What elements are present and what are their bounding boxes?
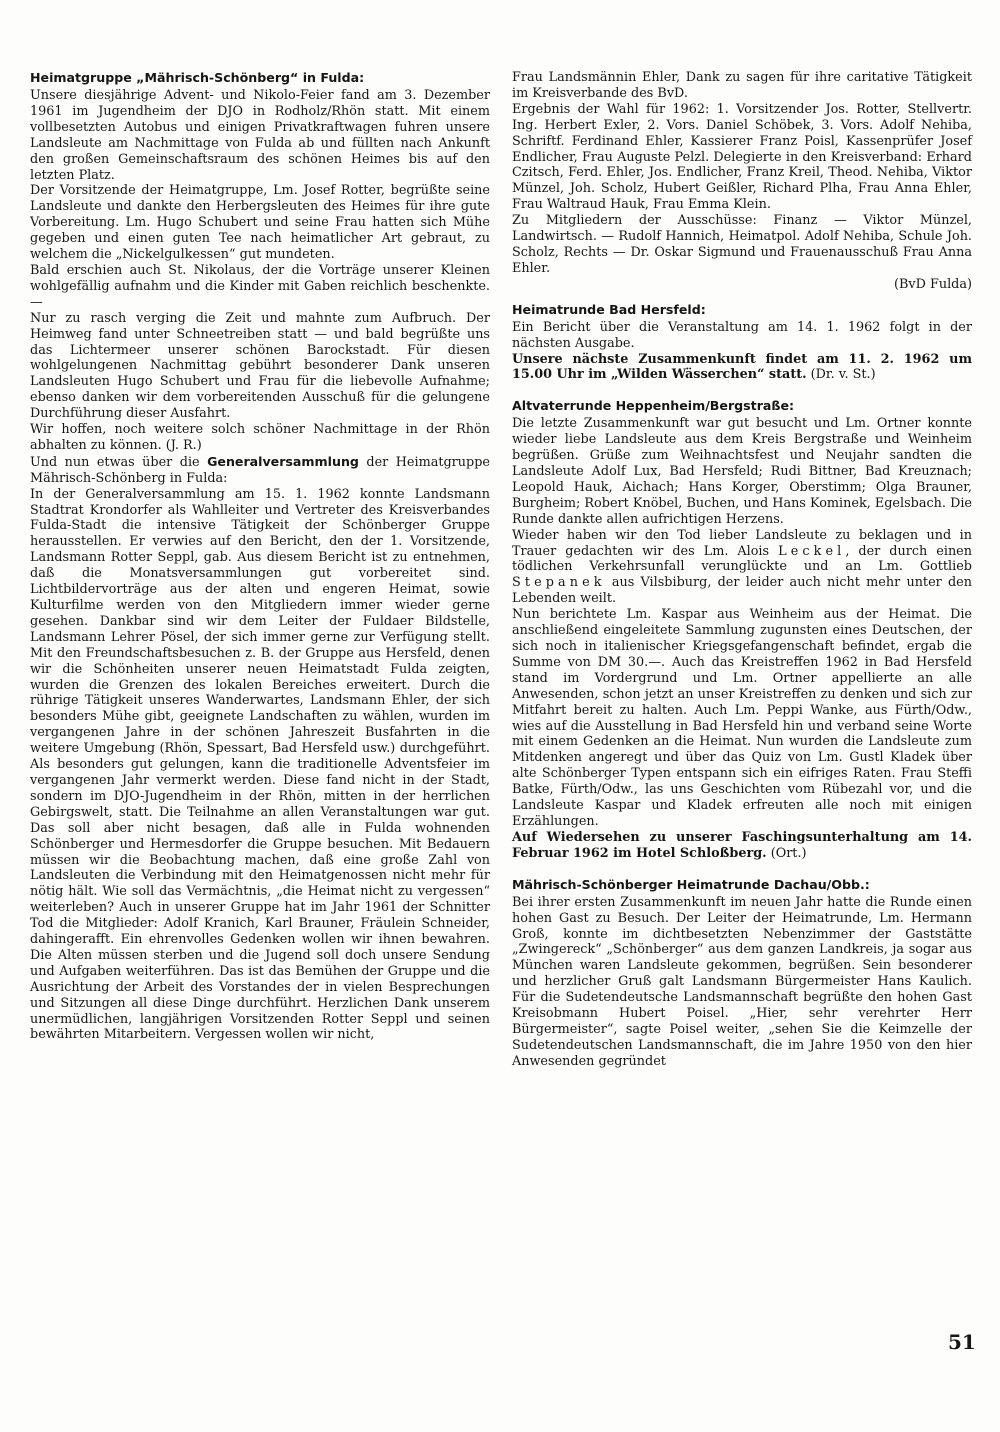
spaced-name: Stepanek — [512, 575, 606, 591]
spaced-name: Leckel — [778, 543, 846, 559]
paragraph: Ein Bericht über die Veranstaltung am 14. 1. 1962 folgt in der nächsten Ausgabe. — [512, 319, 972, 351]
announcement: Auf Wiedersehen zu unserer Faschingsunterhaltung am 14. Februar 1962 im Hotel Schloßberg. — [512, 829, 972, 861]
paragraph: Ergebnis der Wahl für 1962: 1. Vorsitzender Jos. Rotter, Stellvertr. Ing. Herbert Exler, 2. Vors. Daniel Schöbek, 3. Vors. Adolf Nehiba, Schriftf. Ferdinand Ehler, Kassierer Franz Poisl, Kassenprüfer Josef Endlicher, Frau Auguste Pelzl. Delegierte in den Kreisverband: Erhard Czitsch, Ferd. Ehler, Jos. Endlicher, Franz Kreil, Theod. Nehiba, Viktor Münzel, Joh. Scholz, Hubert Geißler, Richard Plha, Frau Anna Ehler, Frau Waltraud Hauk, Frau Emma Klein. — [512, 101, 972, 213]
left-column — [30, 70, 490, 1043]
paragraph — [30, 454, 490, 487]
inline-heading-generalversammlung: Generalversammlung — [207, 453, 359, 469]
right-column — [512, 70, 972, 1070]
signature: (Dr. v. St.) — [806, 367, 876, 383]
page-number: 51 — [948, 1330, 976, 1354]
paragraph: Bald erschien auch St. Nikolaus, der die Vorträge unserer Kleinen wohlgefällig aufnahm und die Kinder mit Gaben reichlich beschenkte. — — [30, 262, 490, 310]
paragraph: Der Vorsitzende der Heimatgruppe, Lm. Josef Rotter, begrüßte seine Landsleute und dankte den Herbergsleuten des Heimes für ihre gute Vorbereitung. Lm. Hugo Schubert und seine Frau hatten sich Mühe gegeben und einen guten Tee nach heimatlicher Art gebraut, zu welchem die „Nickelgulkessen“ gut mundeten. — [30, 183, 490, 263]
signature: (Ort.) — [766, 845, 807, 861]
paragraph: Bei ihrer ersten Zusammenkunft im neuen Jahr hatte die Runde einen hohen Gast zu Besuch. Der Leiter der Heimatrunde, Lm. Hermann Groß, konnte im dichtbesetzten Nebenzimmer der Gaststätte „Zwingereck“ „Schönberger“ aus dem ganzen Landkreis, ja sogar aus München waren Landsleute gekommen, begrüßen. Sein besonderer und herzlicher Gruß galt Landsmann Bürgermeister Hans Kaulich. Für die Sudetendeutsche Landsmannschaft begrüßte den hohen Gast Kreisobmann Hubert Poisel. „Hier, sehr verehrter Herr Bürgermeister“, sagte Poisel weiter, „sehen Sie die Keimzelle der Sudetendeutschen Landsmannschaft, die im Jahre 1950 von den hier Anwesenden gegründet — [512, 894, 972, 1069]
announcement: Unsere nächste Zusammenkunft findet am 11. 2. 1962 um 15.00 Uhr im „Wilden Wässerchen“ statt. — [512, 351, 972, 383]
text-run: der Heimatgruppe Mährisch-Schönberg in Fulda: — [30, 454, 490, 486]
paragraph: In der Generalversammlung am 15. 1. 1962 konnte Landsmann Stadtrat Krondorfer als Wahlleiter und Vertreter des Kreisverbandes Fulda-Stadt die intensive Tätigkeit der Schönberger Gruppe herausstellen. Er verwies auf den Bericht, den der 1. Vorsitzende, Landsmann Rotter Seppl, gab. Aus diesem Bericht ist zu entnehmen, daß die Monatsversammlungen gut vorbereitet sind. Lichtbildervorträge aus der alten und engeren Heimat, sowie Kulturfilme werden von den Mitgliedern immer wieder gerne gesehen. Dankbar sind wir dem Leiter der Fuldaer Bildstelle, Landsmann Lehrer Pösel, der sich immer gerne zur Verfügung stellt. Mit den Freundschaftsbesuchen z. B. der Gruppe aus Hersfeld, denen wir die Schönheiten unserer neuen Heimatstadt Fulda zeigten, wurden die Grenzen des lokalen Bereiches erweitert. Durch die rührige Tätigkeit unseres Wanderwartes, Landsmann Ehler, der sich besonders Mühe gibt, geeignete Landschaften zu wählen, wurden im vergangenen Jahre in der schönen Jahreszeit Busfahrten in die weitere Umgebung (Rhön, Spessart, Bad Hersfeld usw.) durchgeführt. Als besonders gut gelungen, kann die traditionelle Adventsfeier im vergangenen Jahr vermerkt werden. Diese fand nicht in der Stadt, sondern im DJO-Jugendheim in der Rhön, mitten in der herrlichen Gebirgswelt, statt. Die Teilnahme an allen Veranstaltungen war gut. Das soll aber nicht besagen, daß alle in Fulda wohnenden Schönberger und Hermesdorfer die Gruppe besuchen. Mit Bedauern müssen wir die Beobachtung machen, daß eine große Zahl von Landsleuten die Verbindung mit den Heimatgenossen nicht mehr für nötig hält. Wie soll das Vermächtnis, „die Heimat nicht zu vergessen“ weiterleben? Auch in unserer Gruppe hat im Jahr 1961 der Schnitter Tod die Mitglieder: Adolf Kranich, Karl Brauner, Fräulein Schneider, dahingerafft. Ein ehrenvolles Gedenken wollen wir ihnen bewahren. Die Alten müssen sterben und die Jugend soll doch unsere Sendung und Aufgaben weiterführen. Das ist das Bemühen der Gruppe und die Ausrichtung der Arbeit des Vorstandes der in vielen Besprechungen und Sitzungen all diese Dinge durchführt. Herzlichen Dank unserem unermüdlichen, langjährigen Vorsitzenden Rotter Seppl und seinen bewährten Mitarbeitern. Vergessen wollen wir nicht, — [30, 486, 490, 1043]
paragraph: Unsere diesjährige Advent- und Nikolo-Feier fand am 3. Dezember 1961 im Jugendheim der DJO in Rodholz/Rhön statt. Mit einem vollbesetzten Autobus und einigen Privatkraftwagen fuhren unsere Landsleute am Nachmittage von Fulda ab und füllten nach Ankunft den großen Gemeinschaftsraum des schönen Heimes bis auf den letzten Platz. — [30, 88, 490, 183]
paragraph — [512, 528, 972, 608]
text-run: Und nun etwas über die — [30, 454, 208, 470]
paragraph: Nur zu rasch verging die Zeit und mahnte zum Aufbruch. Der Heimweg fand unter Schneetreiben statt — und bald begrüßte uns das Lichtermeer unserer schönen Barockstadt. Für diesen wohlgelungenen Nachmittag gebührt besonderer Dank unseren Landsleuten Hugo Schubert und Frau für die liebevolle Aufnahme; ebenso danken wir dem vorbereitenden Ausschuß für die gelungene Durchführung dieser Ausfahrt. — [30, 310, 490, 422]
paragraph — [512, 352, 972, 384]
section-heading-dachau: Mährisch-Schönberger Heimatrunde Dachau/Obb.: — [512, 876, 870, 892]
text-run: aus Vilsbiburg, der leider auch nicht mehr unter den Lebenden weilt. — [512, 575, 972, 607]
paragraph: Wir hoffen, noch weitere solch schöner Nachmittage in der Rhön abhalten zu können. (J. R.) — [30, 422, 490, 453]
paragraph: Frau Landsmännin Ehler, Dank zu sagen für ihre caritative Tätigkeit im Kreisverbande des BvD. — [512, 70, 972, 101]
paragraph: Die letzte Zusammenkunft war gut besucht und Lm. Ortner konnte wieder liebe Landsleute aus dem Kreis Bergstraße und Weinheim begrüßen. Grüße zum Weihnachtsfest und Neujahr sandten die Landsleute Adolf Lux, Bad Hersfeld; Rudi Bittner, Bad Kreuznach; Leopold Hauk, Aichach; Hans Korger, Oberstimm; Olga Brauner, Burgheim; Robert Knöbel, Buchen, und Hans Kominek, Egelsbach. Die Runde dankte allen aufrichtigen Herzens. — [512, 416, 972, 527]
signature: (BvD Fulda) — [894, 276, 972, 292]
paragraph — [512, 830, 972, 862]
text-run: , der durch einen tödlichen Verkehrsunfall verunglückte und an Lm. Gottlieb — [512, 543, 972, 575]
paragraph: Nun berichtete Lm. Kaspar aus Weinheim aus der Heimat. Die anschließend eingeleitete Sammlung zugunsten eines Deutschen, der sich noch in italienischer Kriegsgefangenschaft befindet, ergab die Summe von DM 30.—. Auch das Kreistreffen 1962 in Bad Hersfeld stand im Vordergrund und Lm. Ortner appellierte an alle Anwesenden, schon jetzt an unser Kreistreffen zu denken und sich zur Mitfahrt bereit zu halten. Auch Lm. Peppi Wanke, aus Fürth/Odw., wies auf die Ausstellung in Bad Hersfeld hin und verband seine Worte mit einem Gedenken an die Heimat. Nun wurden die Landsleute zum Mitdenken angeregt und über das Quiz von Lm. Gustl Kladek über alte Schönberger Typen entspann sich ein eifriges Raten. Frau Steffi Batke, Fürth/Odw., las uns Geschichten vom Rübezahl vor, und die Landsleute Kaspar und Kladek erfreuten alle noch mit einigen Erzählungen. — [512, 607, 972, 829]
section-heading-fulda: Heimatgruppe „Mährisch-Schönberg“ in Fulda: — [30, 70, 365, 85]
section-heading-heppenheim: Altvaterrunde Heppenheim/Bergstraße: — [512, 398, 795, 414]
section-heading-bad-hersfeld: Heimatrunde Bad Hersfeld: — [512, 301, 706, 317]
text-run: Wieder haben wir den Tod lieber Landsleute zu beklagen und in Trauer gedachten wir des Lm. Alois — [512, 527, 972, 559]
paragraph: Zu Mitgliedern der Ausschüsse: Finanz — Viktor Münzel, Landwirtsch. — Rudolf Hannich, Heimatpol. Adolf Nehiba, Schule Joh. Scholz, Rechts — Dr. Oskar Sigmund und Frauenausschuß Frau Anna Ehler. — [512, 213, 972, 276]
